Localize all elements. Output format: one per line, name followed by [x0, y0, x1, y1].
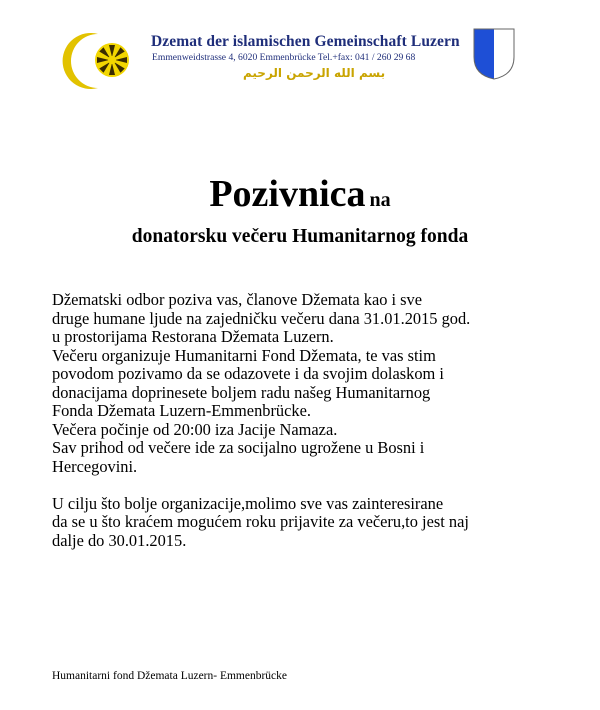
body-paragraph: U cilju što bolje organizacije,molimo sve vas zainteresirane da se u što kraćem mogućem roku prijavite za večeru,to jest naj dalje do 30.01.2015. — [52, 493, 469, 550]
body-paragraph: Večeru organizuje Humanitarni Fond Džemata, te vas stim povodom pozivamo da se odazovete i da svojim dolaskom i donacijama doprinesete boljem radu našeg Humanitarnog Fonda Džemata Luzern-Emmenbrücke. — [52, 345, 444, 420]
invitation-subtitle: donatorsku večeru Humanitarnog fonda — [131, 226, 469, 247]
body-paragraph: Džematski odbor poziva vas, članove Džemata kao i sve druge humane ljude na zajedničku večeru dana 31.01.2015 god. u prostorijama Restorana Džemata Luzern. — [52, 290, 471, 346]
footer-signature: Humanitarni fond Džemata Luzern- Emmenbrücke — [52, 670, 288, 682]
bismillah-calligraphy: بسم الله الرحمن الرحيم — [243, 66, 386, 80]
title-suffix: na — [369, 189, 391, 211]
invitation-body — [52, 291, 562, 550]
body-paragraph: Večera počinje od 20:00 iza Jacije Namaza. Sav prihod od večere ide za socijalno ugrožene u Bosni i Hercegovini. — [52, 419, 425, 476]
organization-address: Emmenweidstrasse 4, 6020 Emmenbrücke Tel.+fax: 041 / 260 29 68 — [152, 52, 416, 63]
letterhead — [0, 0, 600, 100]
lucerne-coat-of-arms-icon — [472, 27, 516, 81]
paragraph-gap — [52, 476, 562, 495]
title-main: Pozivnica — [209, 173, 366, 215]
organization-name: Dzemat der islamischen Gemeinschaft Luzern — [151, 33, 460, 50]
crescent-sunburst-logo-icon — [60, 30, 148, 90]
invitation-title — [0, 172, 600, 216]
